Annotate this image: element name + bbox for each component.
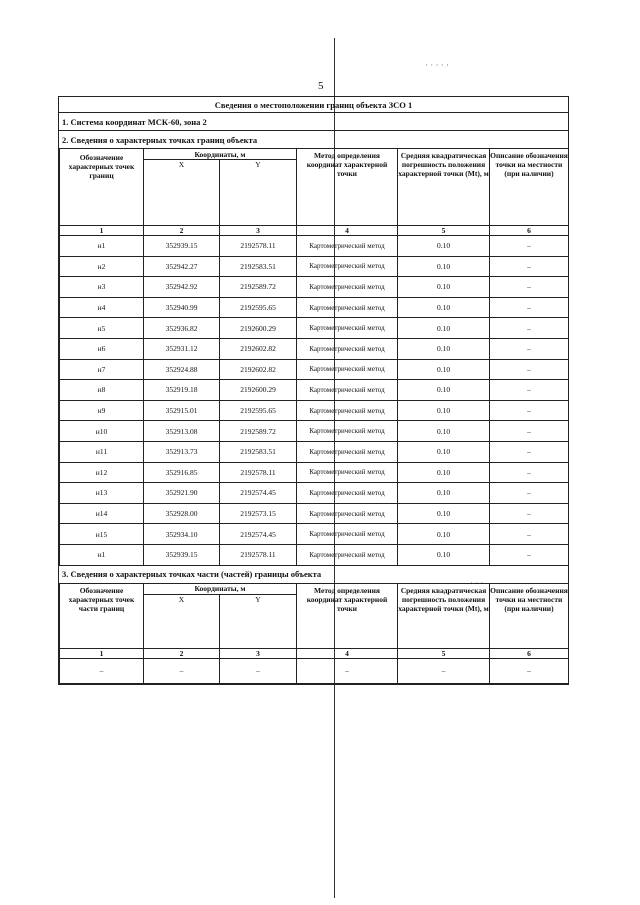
- header-point-designation: Обозначение характерных точек границ: [60, 149, 144, 226]
- point-y: 2192583.51: [220, 256, 297, 277]
- point-y: 2192578.11: [220, 462, 297, 483]
- point-name: н4: [60, 297, 144, 318]
- document-frame: [58, 96, 569, 685]
- header-error: Средняя квадратическая погрешность положения характерной точки (Mt), м: [398, 584, 490, 649]
- point-description: –: [490, 524, 569, 545]
- point-error: 0.10: [398, 524, 490, 545]
- column-number: 5: [398, 648, 490, 658]
- point-description: –: [490, 503, 569, 524]
- column-number: 3: [220, 226, 297, 236]
- point-description: –: [490, 462, 569, 483]
- point-y: 2192589.72: [220, 421, 297, 442]
- table-row: [60, 359, 569, 380]
- point-name: н13: [60, 483, 144, 504]
- point-y: 2192574.45: [220, 483, 297, 504]
- point-x: 352924.88: [144, 359, 220, 380]
- point-name: н3: [60, 277, 144, 298]
- point-x: 352934.10: [144, 524, 220, 545]
- point-y: 2192602.82: [220, 359, 297, 380]
- header-coordinates: Координаты, м: [144, 584, 297, 595]
- point-name: н10: [60, 421, 144, 442]
- point-y: 2192600.29: [220, 318, 297, 339]
- part-cell: –: [490, 658, 569, 683]
- point-method: Картометрический метод: [297, 338, 398, 359]
- point-method: Картометрический метод: [297, 277, 398, 298]
- point-y: 2192574.45: [220, 524, 297, 545]
- point-y: 2192578.11: [220, 236, 297, 257]
- point-method: Картометрический метод: [297, 524, 398, 545]
- point-x: 352931.12: [144, 338, 220, 359]
- point-y: 2192578.11: [220, 544, 297, 565]
- point-method: Картометрический метод: [297, 318, 398, 339]
- part-cell: –: [220, 658, 297, 683]
- point-x: 352940.99: [144, 297, 220, 318]
- point-y: 2192595.65: [220, 297, 297, 318]
- point-x: 352921.90: [144, 483, 220, 504]
- column-number: 5: [398, 226, 490, 236]
- table-row: [60, 421, 569, 442]
- point-error: 0.10: [398, 380, 490, 401]
- point-x: 352936.82: [144, 318, 220, 339]
- part-cell: –: [60, 658, 144, 683]
- point-error: 0.10: [398, 441, 490, 462]
- table-row: [60, 524, 569, 545]
- point-name: н2: [60, 256, 144, 277]
- point-x: 352919.18: [144, 380, 220, 401]
- point-x: 352915.01: [144, 400, 220, 421]
- point-error: 0.10: [398, 297, 490, 318]
- point-method: Картометрический метод: [297, 256, 398, 277]
- point-method: Картометрический метод: [297, 441, 398, 462]
- point-description: –: [490, 380, 569, 401]
- column-number: 4: [297, 226, 398, 236]
- column-number: 3: [220, 648, 297, 658]
- point-error: 0.10: [398, 483, 490, 504]
- point-description: –: [490, 338, 569, 359]
- table-row: [60, 483, 569, 504]
- point-method: Картометрический метод: [297, 544, 398, 565]
- table-row: [60, 441, 569, 462]
- boundary-points-table: [59, 149, 569, 566]
- point-y: 2192595.65: [220, 400, 297, 421]
- header-description: Описание обозначения точки на местности (при наличии): [490, 584, 569, 649]
- header-x: X: [144, 160, 220, 226]
- table-row: [60, 338, 569, 359]
- point-error: 0.10: [398, 462, 490, 483]
- header-y: Y: [220, 160, 297, 226]
- table-row: [60, 318, 569, 339]
- section-boundary-points-heading: 2. Сведения о характерных точках границ объекта: [59, 131, 568, 149]
- point-method: Картометрический метод: [297, 297, 398, 318]
- point-name: н1: [60, 236, 144, 257]
- point-method: Картометрический метод: [297, 236, 398, 257]
- point-x: 352939.15: [144, 236, 220, 257]
- point-description: –: [490, 483, 569, 504]
- table-row: [60, 462, 569, 483]
- point-method: Картометрический метод: [297, 400, 398, 421]
- table-row: [60, 236, 569, 257]
- scan-noise: · · ·: [470, 578, 484, 588]
- table-row: [60, 400, 569, 421]
- point-x: 352928.00: [144, 503, 220, 524]
- point-description: –: [490, 441, 569, 462]
- point-name: н11: [60, 441, 144, 462]
- point-y: 2192573.15: [220, 503, 297, 524]
- point-y: 2192589.72: [220, 277, 297, 298]
- point-error: 0.10: [398, 503, 490, 524]
- column-number: 4: [297, 648, 398, 658]
- point-description: –: [490, 256, 569, 277]
- column-number: 6: [490, 226, 569, 236]
- point-description: –: [490, 318, 569, 339]
- point-error: 0.10: [398, 338, 490, 359]
- column-number: 2: [144, 648, 220, 658]
- header-method: Метод определения координат характерной точки: [297, 149, 398, 226]
- header-point-designation-part: Обозначение характерных точек части границ: [60, 584, 144, 649]
- point-error: 0.10: [398, 277, 490, 298]
- point-name: н8: [60, 380, 144, 401]
- table-row: [60, 256, 569, 277]
- point-name: н14: [60, 503, 144, 524]
- part-cell: –: [297, 658, 398, 683]
- table-row: [60, 503, 569, 524]
- header-method: Метод определения координат характерной точки: [297, 584, 398, 649]
- table-row: [60, 380, 569, 401]
- document-title: Сведения о местоположении границ объекта ЗСО 1: [59, 97, 568, 113]
- part-cell: –: [398, 658, 490, 683]
- point-error: 0.10: [398, 236, 490, 257]
- column-number: 2: [144, 226, 220, 236]
- header-x: X: [144, 594, 220, 648]
- point-name: н7: [60, 359, 144, 380]
- point-x: 352942.27: [144, 256, 220, 277]
- scan-noise: · · · · ·: [425, 60, 449, 70]
- point-error: 0.10: [398, 256, 490, 277]
- point-error: 0.10: [398, 400, 490, 421]
- point-method: Картометрический метод: [297, 421, 398, 442]
- point-name: н9: [60, 400, 144, 421]
- point-method: Картометрический метод: [297, 503, 398, 524]
- point-x: 352913.08: [144, 421, 220, 442]
- header-y: Y: [220, 594, 297, 648]
- point-description: –: [490, 544, 569, 565]
- part-cell: –: [144, 658, 220, 683]
- point-name: н6: [60, 338, 144, 359]
- point-x: 352916.85: [144, 462, 220, 483]
- point-name: н15: [60, 524, 144, 545]
- page-number: 5: [318, 80, 324, 92]
- point-y: 2192602.82: [220, 338, 297, 359]
- point-description: –: [490, 277, 569, 298]
- section-coordinate-system: 1. Система координат МСК-60, зона 2: [59, 113, 568, 131]
- section-part-points-heading: 3. Сведения о характерных точках части (частей) границы объекта: [59, 566, 568, 584]
- point-name: н1: [60, 544, 144, 565]
- point-description: –: [490, 421, 569, 442]
- header-description: Описание обозначения точки на местности (при наличии): [490, 149, 569, 226]
- point-x: 352913.73: [144, 441, 220, 462]
- point-method: Картометрический метод: [297, 380, 398, 401]
- point-error: 0.10: [398, 318, 490, 339]
- point-y: 2192583.51: [220, 441, 297, 462]
- point-x: 352939.15: [144, 544, 220, 565]
- point-description: –: [490, 297, 569, 318]
- table-row: [60, 297, 569, 318]
- header-coordinates: Координаты, м: [144, 149, 297, 160]
- point-method: Картометрический метод: [297, 359, 398, 380]
- point-error: 0.10: [398, 544, 490, 565]
- column-number: 6: [490, 648, 569, 658]
- point-name: н12: [60, 462, 144, 483]
- point-description: –: [490, 359, 569, 380]
- point-description: –: [490, 236, 569, 257]
- point-description: –: [490, 400, 569, 421]
- column-number: 1: [60, 648, 144, 658]
- point-error: 0.10: [398, 421, 490, 442]
- table-row: [60, 544, 569, 565]
- column-number: 1: [60, 226, 144, 236]
- point-method: Картометрический метод: [297, 483, 398, 504]
- part-points-table: [59, 584, 569, 684]
- point-name: н5: [60, 318, 144, 339]
- table-row: [60, 277, 569, 298]
- point-x: 352942.92: [144, 277, 220, 298]
- point-error: 0.10: [398, 359, 490, 380]
- header-error: Средняя квадратическая погрешность положения характерной точки (Mt), м: [398, 149, 490, 226]
- point-method: Картометрический метод: [297, 462, 398, 483]
- point-y: 2192600.29: [220, 380, 297, 401]
